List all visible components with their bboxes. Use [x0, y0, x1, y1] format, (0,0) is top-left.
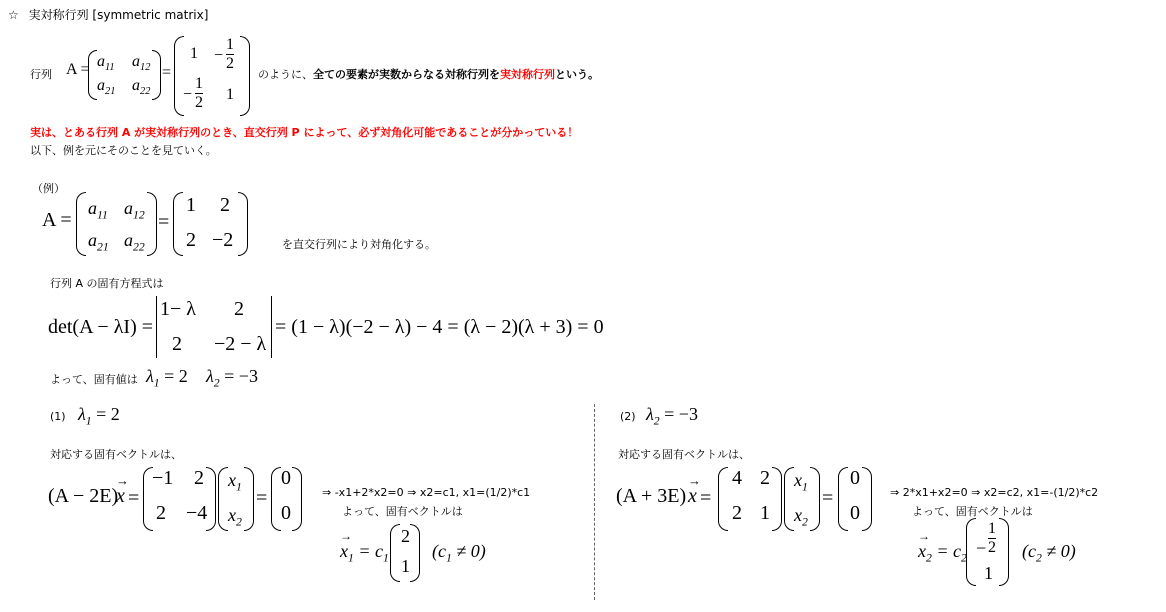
case1-m-paren-r [206, 467, 216, 531]
det-d11: 1− λ [160, 298, 196, 320]
case1-hence: よって、固有ベクトルは [342, 505, 463, 518]
ex-a12: $a_{12}$ [124, 198, 145, 222]
case1-res-paren-r [410, 524, 420, 582]
ex-eq: = [158, 211, 170, 233]
ex-a22: $a_{22}$ [124, 230, 145, 254]
ex-v21: 2 [186, 229, 196, 251]
case2-m-paren-l [718, 467, 728, 531]
title-text: 実対称行列 [symmetric matrix] [28, 8, 209, 22]
def-a22: $a_{22}$ [132, 77, 151, 98]
case2-r1-frac: 1 2 [988, 520, 996, 556]
case2-z1: 0 [850, 467, 860, 489]
example-label: （例） [32, 182, 65, 195]
case1-z-paren-r [292, 467, 302, 531]
case2-m21: 2 [732, 502, 742, 524]
case2-head: (2) [620, 410, 636, 423]
def-text: のように、全ての要素が実数からなる対称行列を実対称行列という。 [258, 68, 599, 81]
case2-res-paren-r [999, 518, 1009, 586]
case1-x-paren-r [244, 467, 254, 531]
def-matrix-paren-right [240, 36, 250, 116]
case2-vec-label: 対応する固有ベクトルは、 [618, 448, 750, 461]
char-label: 行列 A の固有方程式は [50, 277, 164, 290]
case1-z1: 0 [281, 467, 291, 489]
case1-x2: $x_2$ [228, 505, 242, 529]
case2-eq1: = [700, 487, 712, 509]
case1-res-paren-l [390, 524, 400, 582]
ex-A-eq: A = [42, 209, 72, 231]
eig-l1: $\lambda_1 = 2$ [146, 366, 188, 390]
def-m21-frac: 1 2 [195, 75, 203, 111]
case2-x2: $x_2$ [794, 505, 808, 529]
ex-val-paren-right [238, 192, 248, 256]
case2-result: → $x_2 = c_2$ [918, 529, 967, 565]
key-statement: 実は、とある行列 A が実対称行列のとき、直交行列 P によって、必ず対角化可能であることが分かっている！ [30, 126, 579, 139]
ex-a21: $a_{21}$ [88, 230, 109, 254]
def-m22: 1 [226, 86, 234, 103]
char-lhs: det(A − λI) = [48, 316, 154, 338]
def-A-eq: A = [66, 61, 90, 78]
case2-m-paren-r [772, 467, 782, 531]
ex-v12: 2 [220, 194, 230, 216]
def-a11: $a_{11}$ [97, 53, 115, 74]
intro-text: 以下、例を元にそのことを見ていく。 [30, 144, 217, 157]
ex-val-paren-left [173, 192, 183, 256]
case2-x: → x [688, 473, 701, 507]
case1-x1: $x_1$ [228, 470, 242, 494]
page-title [8, 6, 208, 23]
column-divider [594, 404, 595, 600]
eig-label: よって、固有値は [50, 373, 138, 386]
def-m12-sign: − [214, 47, 224, 64]
ex-v22: −2 [212, 229, 234, 251]
def-a12: $a_{12}$ [132, 53, 151, 74]
def-m21-sign: − [183, 86, 193, 103]
case2-r1-sign: − [976, 538, 987, 558]
det-bar-left [156, 296, 157, 358]
case2-res-paren-l [966, 518, 976, 586]
case2-m11: 4 [732, 467, 742, 489]
def-a21: $a_{21}$ [97, 77, 116, 98]
ex-a11: $a_{11}$ [88, 198, 108, 222]
case2-m22: 1 [760, 502, 770, 524]
case2-z-paren-r [862, 467, 872, 531]
case1-lambda: $\lambda_1 = 2$ [78, 404, 120, 428]
case1-implication: ⇒ -x1+2*x2=0 ⇒ x2=c1, x1=(1/2)*c1 [322, 486, 531, 499]
def-eq: = [162, 64, 172, 81]
case1-m11: −1 [152, 467, 174, 489]
case1-r1: 2 [401, 526, 410, 546]
ex-paren-right [147, 192, 157, 256]
det-bar-right [271, 296, 272, 358]
case2-hence: よって、固有ベクトルは [912, 505, 1033, 518]
case1-result: → $x_1 = c_1$ [340, 529, 389, 565]
case2-z2: 0 [850, 502, 860, 524]
case1-r2: 1 [401, 556, 410, 576]
det-d12: 2 [234, 298, 244, 320]
case2-lhs: (A + 3E) [616, 485, 687, 507]
char-rhs: = (1 − λ)(−2 − λ) − 4 = (λ − 2)(λ + 3) = 0 [275, 316, 604, 338]
case2-z-paren-l [838, 467, 848, 531]
case1-eq1: = [128, 487, 140, 509]
eig-l2: $\lambda_2 = -3$ [206, 366, 258, 390]
case2-implication: ⇒ 2*x1+x2=0 ⇒ x2=c2, x1=-(1/2)*c2 [890, 486, 1099, 499]
case1-x: → x [116, 473, 129, 507]
case1-x-paren-l [218, 467, 228, 531]
def-label: 行列 [30, 68, 52, 81]
ex-v11: 1 [186, 194, 196, 216]
star-icon: ☆ [8, 8, 19, 22]
case1-head: (1) [50, 410, 66, 423]
det-d22: −2 − λ [214, 333, 267, 355]
def-paren-left [88, 50, 97, 100]
def-m12-frac: 1 2 [226, 36, 234, 72]
case2-m12: 2 [760, 467, 770, 489]
def-m11: 1 [190, 45, 198, 62]
case2-cond: $(c_2 \ne 0)$ [1022, 541, 1076, 565]
case1-m22: −4 [186, 502, 208, 524]
case1-z2: 0 [281, 502, 291, 524]
def-paren-right [152, 50, 161, 100]
def-matrix-paren-left [174, 36, 184, 116]
ex-note: を直交行列により対角化する。 [282, 238, 436, 251]
case1-lhs: (A − 2E) [48, 485, 119, 507]
case1-eq2: = [256, 487, 268, 509]
case2-r2: 1 [984, 563, 993, 583]
det-d21: 2 [172, 333, 182, 355]
case2-x1: $x_1$ [794, 470, 808, 494]
case1-m12: 2 [194, 467, 204, 489]
case1-z-paren-l [271, 467, 281, 531]
case1-cond: $(c_1 \ne 0)$ [432, 541, 486, 565]
case2-eq2: = [822, 487, 834, 509]
case2-x-paren-l [784, 467, 794, 531]
case1-m21: 2 [156, 502, 166, 524]
ex-paren-left [76, 192, 86, 256]
case2-lambda: $\lambda_2 = -3$ [646, 404, 698, 428]
case1-vec-label: 対応する固有ベクトルは、 [50, 448, 182, 461]
case2-x-paren-r [810, 467, 820, 531]
